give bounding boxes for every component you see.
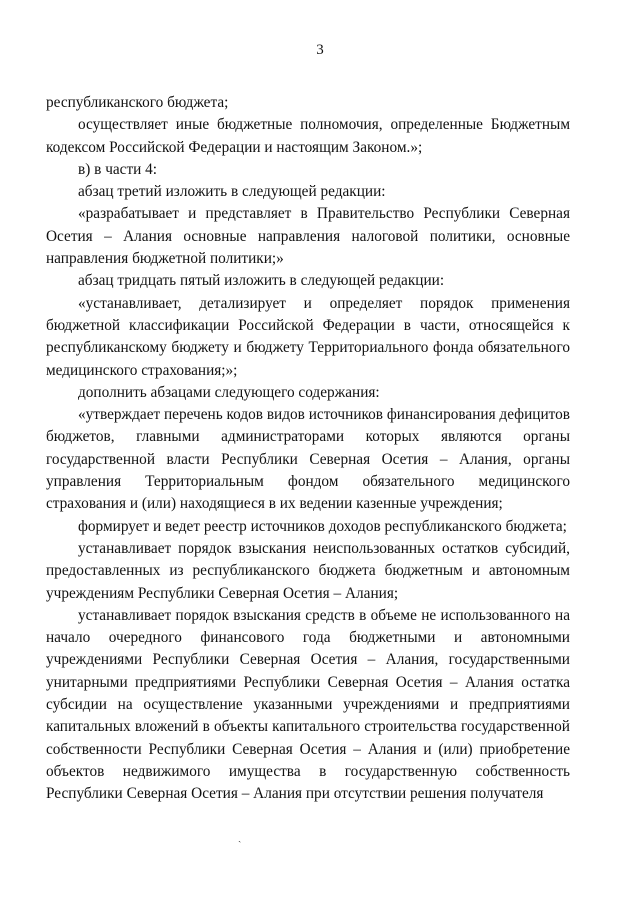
paragraph: абзац тридцать пятый изложить в следующей редакции: bbox=[78, 272, 445, 290]
document-body bbox=[46, 92, 570, 806]
paragraph: в) в части 4: bbox=[78, 160, 158, 178]
scan-artifact-mark: ˏ bbox=[238, 832, 242, 843]
paragraph: устанавливает порядок взыскания неиспользованных остатков субсидий, предоставленных из республиканского бюджета бюджетным и автономным учреждениям Республики Северная Осетия – Алания; bbox=[46, 539, 570, 602]
paragraph: формирует и ведет реестр источников доходов республиканского бюджета; bbox=[78, 517, 567, 535]
paragraph: осуществляет иные бюджетные полномочия, определенные Бюджетным кодексом Российской Федерации и настоящим Законом.»; bbox=[46, 116, 570, 156]
paragraph: абзац третий изложить в следующей редакции: bbox=[78, 183, 386, 201]
paragraph: «устанавливает, детализирует и определяет порядок применения бюджетной классификации Российской Федерации в части, относящейся к республиканскому бюджету и бюджету Территориального фонда обязательного медицинского страхования;»; bbox=[46, 294, 570, 379]
page-number: 3 bbox=[316, 42, 324, 58]
paragraph: устанавливает порядок взыскания средств в объеме не использованного на начало очередного финансового года бюджетными и автономными учреждениями Республики Северная Осетия – Алания, государственными унитарными предприятиями Республики Северная Осетия – Алания остатка субсидии на осуществление указанными учреждениями и предприятиями капитальных вложений в объекты капитального строительства государственной собственности Республики Северная Осетия – Алания и (или) приобретение объектов недвижимого имущества в государственную собственность Республики Северная Осетия – Алания при отсутствии решения получателя bbox=[46, 606, 570, 803]
paragraph: дополнить абзацами следующего содержания: bbox=[78, 383, 380, 401]
paragraph: «утверждает перечень кодов видов источников финансирования дефицитов бюджетов, главными администраторами которых являются органы государственной власти Республики Северная Осетия – Алания, органы управления Территориальным фондом обязательного медицинского страхования и (или) находящиеся в их ведении казенные учреждения; bbox=[46, 406, 571, 513]
paragraph: республиканского бюджета; bbox=[46, 94, 229, 111]
paragraph: «разрабатывает и представляет в Правительство Республики Северная Осетия – Алания основные направления налоговой политики, основные направления бюджетной политики;» bbox=[46, 205, 570, 268]
